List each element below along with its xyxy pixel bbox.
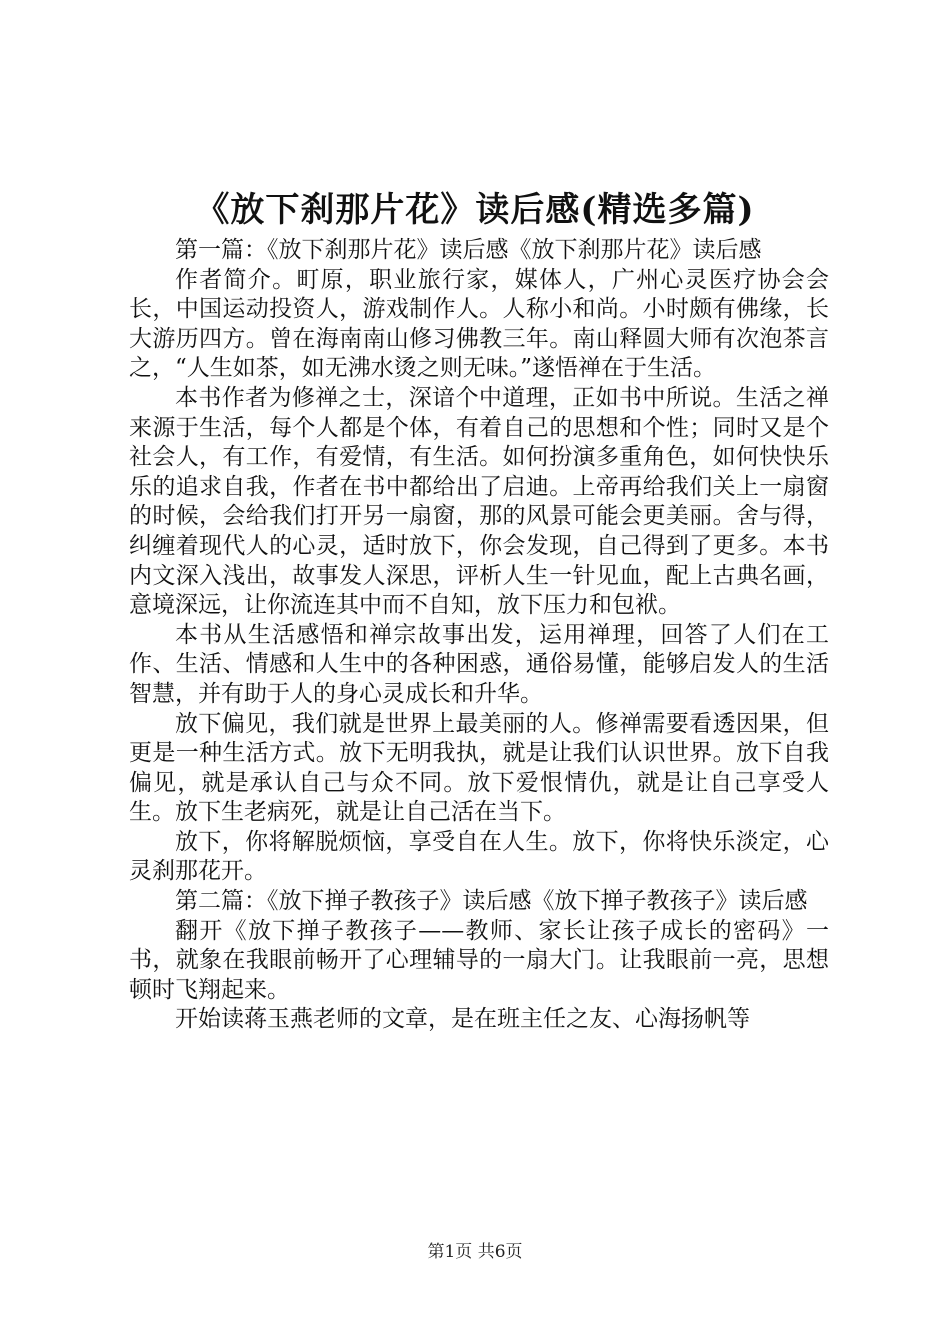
document-body bbox=[129, 236, 829, 1035]
paragraph-1: 第一篇：《放下刹那片花》读后感《放下刹那片花》读后感 bbox=[175, 237, 762, 263]
paragraph-3: 本书作者为修禅之士，深谙个中道理，正如书中所说。生活之禅来源于生活，每个人都是个体，有着自己的思想和个性；同时又是个社会人，有工作，有爱情，有生活。如何扮演多重角色，如何快快乐乐的追求自我，作者在书中都给出了启迪。上帝再给我们关上一扇窗的时候，会给我们打开另一扇窗，那的风景可能会更美丽。舍与得，纠缠着现代人的心灵，适时放下，你会发现，自己得到了更多。本书内文深入浅出，故事发人深思，评析人生一针见血，配上古典名画，意境深远，让你流连其中而不自知，放下压力和包袱。 bbox=[129, 384, 829, 619]
page-number-footer: 第1页 共6页 bbox=[427, 1242, 523, 1262]
paragraph-7: 第二篇：《放下掸子教孩子》读后感《放下掸子教孩子》读后感 bbox=[175, 888, 808, 915]
paragraph-9: 开始读蒋玉燕老师的文章，是在班主任之友、心海扬帆等 bbox=[175, 1006, 750, 1033]
paragraph-8: 翻开《放下掸子教孩子——教师、家长让孩子成长的密码》一书，就象在我眼前畅开了心理辅导的一扇大门。让我眼前一亮，思想顿时飞翔起来。 bbox=[129, 917, 829, 1003]
paragraph-5: 放下偏见，我们就是世界上最美丽的人。修禅需要看透因果，但更是一种生活方式。放下无明我执，就是让我们认识世界。放下自我偏见，就是承认自己与众不同。放下爱恨情仇，就是让自己享受人生。放下生老病死，就是让自己活在当下。 bbox=[129, 710, 829, 826]
paragraph-4: 本书从生活感悟和禅宗故事出发，运用禅理，回答了人们在工作、生活、情感和人生中的各种困惑，通俗易懂，能够启发人的生活智慧，并有助于人的身心灵成长和升华。 bbox=[129, 621, 829, 707]
document-title: 《放下刹那片花》读后感(精选多篇) bbox=[195, 190, 755, 230]
paragraph-2: 作者简介。町原，职业旅行家，媒体人，广州心灵医疗协会会长，中国运动投资人，游戏制作人。人称小和尚。小时颇有佛缘，长大游历四方。曾在海南南山修习佛教三年。南山释圆大师有次泡茶言之，“人生如茶，如无沸水烫之则无味。”遂悟禅在于生活。 bbox=[129, 266, 829, 382]
paragraph-6: 放下，你将解脱烦恼，享受自在人生。放下，你将快乐淡定，心灵刹那花开。 bbox=[129, 828, 829, 885]
